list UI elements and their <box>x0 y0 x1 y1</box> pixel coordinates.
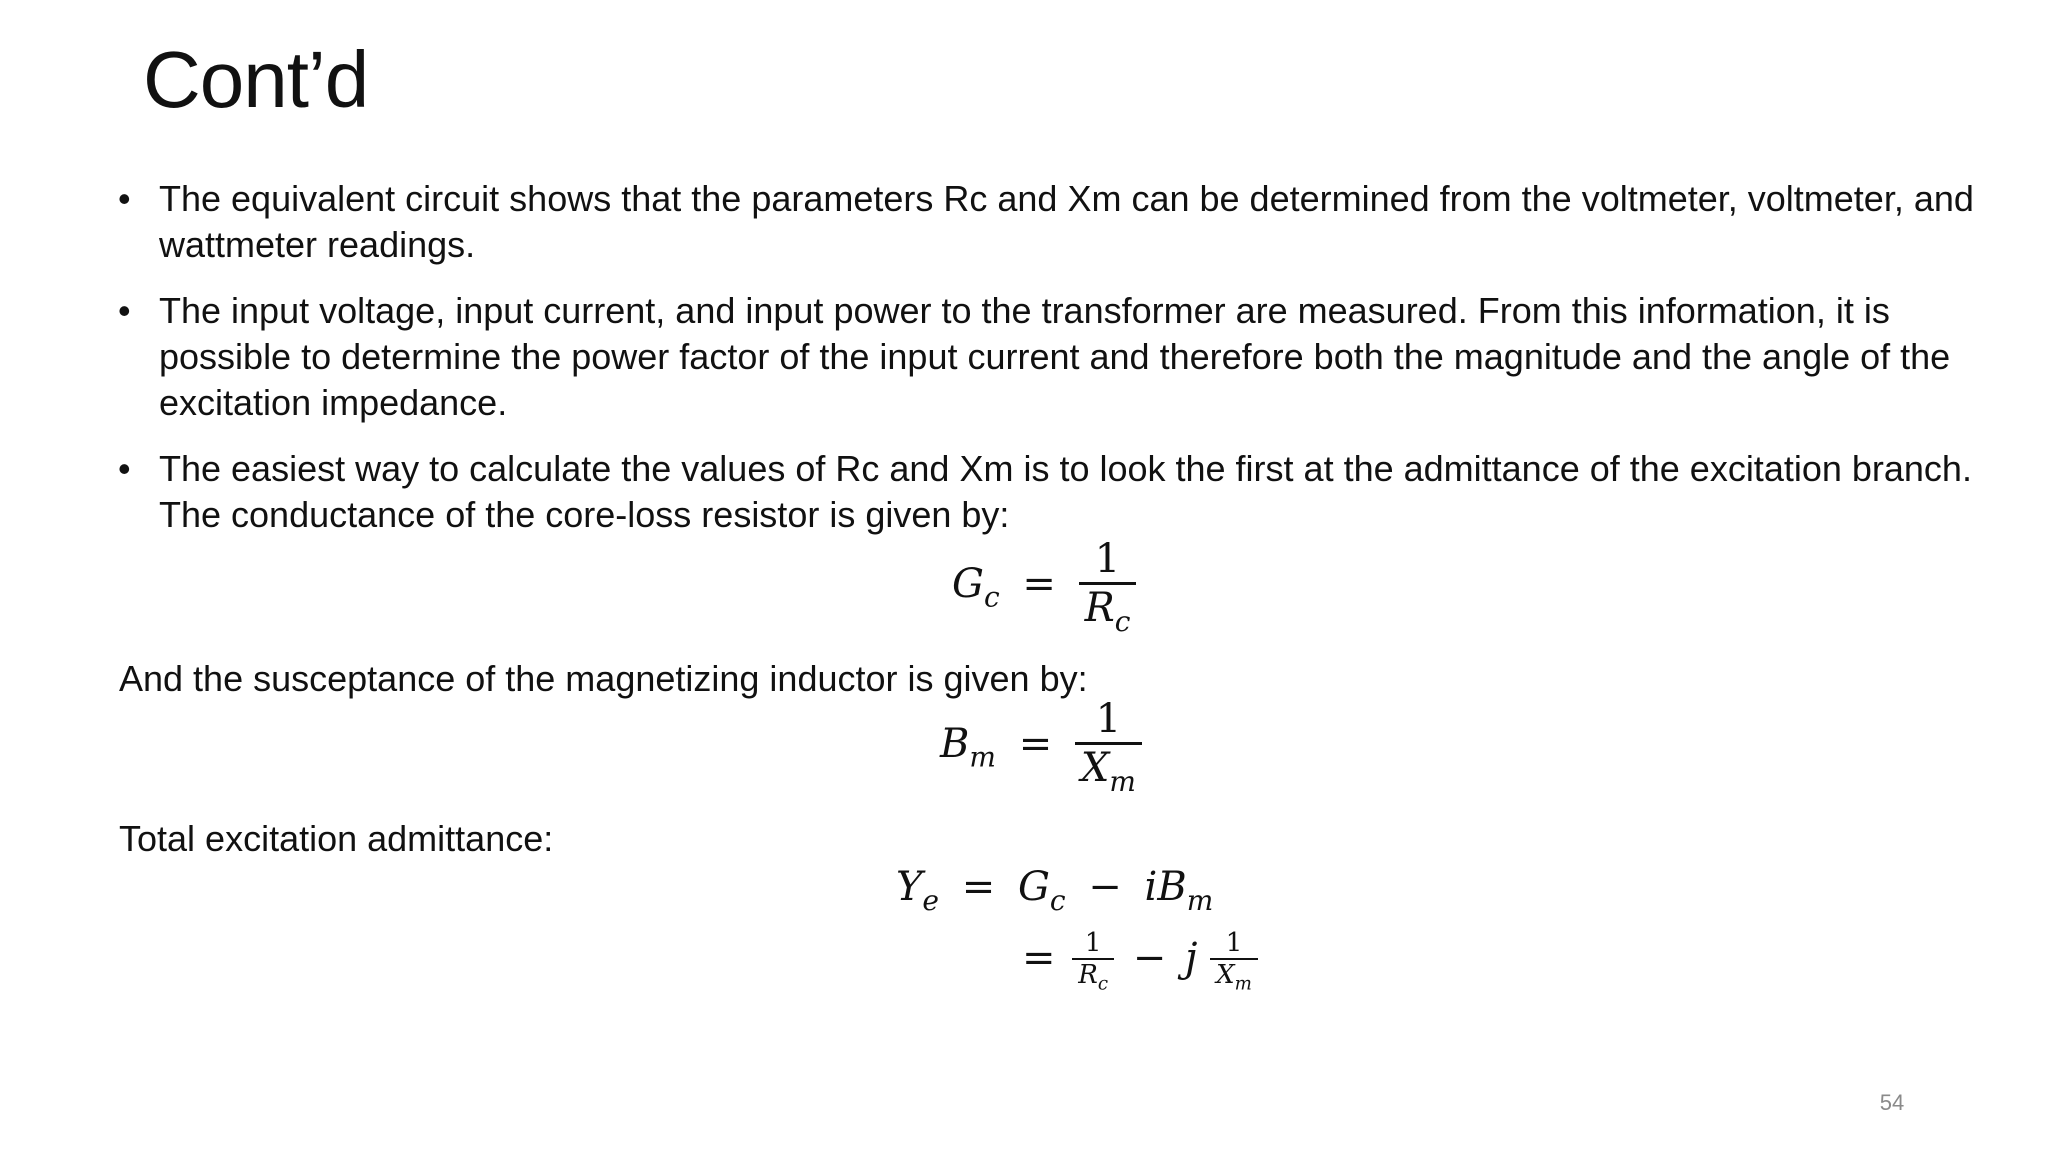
eq-symbol: X <box>1216 960 1235 990</box>
eq-minus: − <box>1088 864 1122 910</box>
susceptance-text: And the susceptance of the magnetizing inductor is given by: <box>119 658 1088 699</box>
bullet-item <box>118 446 1998 538</box>
slide-title: Cont’d <box>143 35 369 124</box>
page-number: 54 <box>1879 1090 1905 1115</box>
eq-equals: = <box>961 864 996 910</box>
eq-symbol: i <box>1144 864 1158 910</box>
eq-fraction <box>1075 696 1142 798</box>
equation-ye-line1 <box>896 862 1213 926</box>
eq-subscript: c <box>983 580 1000 614</box>
eq-subscript: m <box>969 740 996 774</box>
eq-minus: − <box>1132 935 1167 982</box>
admittance-text: Total excitation admittance: <box>119 818 554 859</box>
bullet-text: The easiest way to calculate the values of Rc and Xm is to look the first at the admittance of the excitation branch. The conductance of the core-loss resistor is given by: <box>159 448 1972 535</box>
eq-denominator <box>1072 960 1114 994</box>
eq-numerator: 1 <box>1072 928 1114 960</box>
bullet-dot-icon: • <box>118 178 131 219</box>
eq-denominator <box>1210 960 1258 994</box>
eq-symbol: G <box>952 560 984 607</box>
eq-symbol: B <box>1157 864 1187 910</box>
eq-numerator: 1 <box>1210 928 1258 960</box>
eq-symbol: j <box>1184 935 1198 982</box>
eq-symbol: G <box>1017 864 1050 910</box>
eq-symbol: Y <box>896 864 923 910</box>
eq-numerator: 1 <box>1079 536 1137 585</box>
bullet-dot-icon: • <box>118 290 131 331</box>
eq-denominator <box>1075 745 1142 798</box>
equation-ye-line2 <box>1022 928 1258 994</box>
eq-symbol: X <box>1080 745 1110 791</box>
eq-symbol: B <box>940 720 970 767</box>
bullet-text: The input voltage, input current, and input power to the transformer are measured. From this information, it is possible to determine the power factor of the input current and therefore both the magnitude and the angle of the excitation impedance. <box>159 290 1951 423</box>
bullet-item <box>118 288 1998 426</box>
eq-subscript: m <box>1234 973 1252 995</box>
eq-fraction <box>1210 928 1258 994</box>
bullet-text: The equivalent circuit shows that the parameters Rc and Xm can be determined from the voltmeter, voltmeter, and wattmeter readings. <box>159 178 1974 265</box>
eq-subscript: c <box>1114 604 1131 638</box>
eq-numerator: 1 <box>1075 696 1142 745</box>
bullet-list <box>118 176 1998 558</box>
eq-subscript: m <box>1186 883 1214 917</box>
eq-denominator <box>1079 585 1137 638</box>
eq-equals: = <box>1018 720 1053 767</box>
eq-equals: = <box>1022 560 1056 607</box>
eq-subscript: e <box>922 883 939 917</box>
eq-equals: = <box>1022 935 1056 982</box>
eq-fraction <box>1072 928 1114 994</box>
eq-subscript: m <box>1109 764 1136 798</box>
eq-fraction <box>1079 536 1137 638</box>
eq-subscript: c <box>1097 973 1108 995</box>
equation-gc <box>952 536 1136 638</box>
eq-subscript: c <box>1049 883 1066 917</box>
bullet-item <box>118 176 1998 268</box>
eq-symbol: R <box>1084 585 1115 631</box>
equation-bm <box>940 696 1142 798</box>
bullet-dot-icon: • <box>118 448 131 489</box>
eq-symbol: R <box>1078 960 1098 990</box>
